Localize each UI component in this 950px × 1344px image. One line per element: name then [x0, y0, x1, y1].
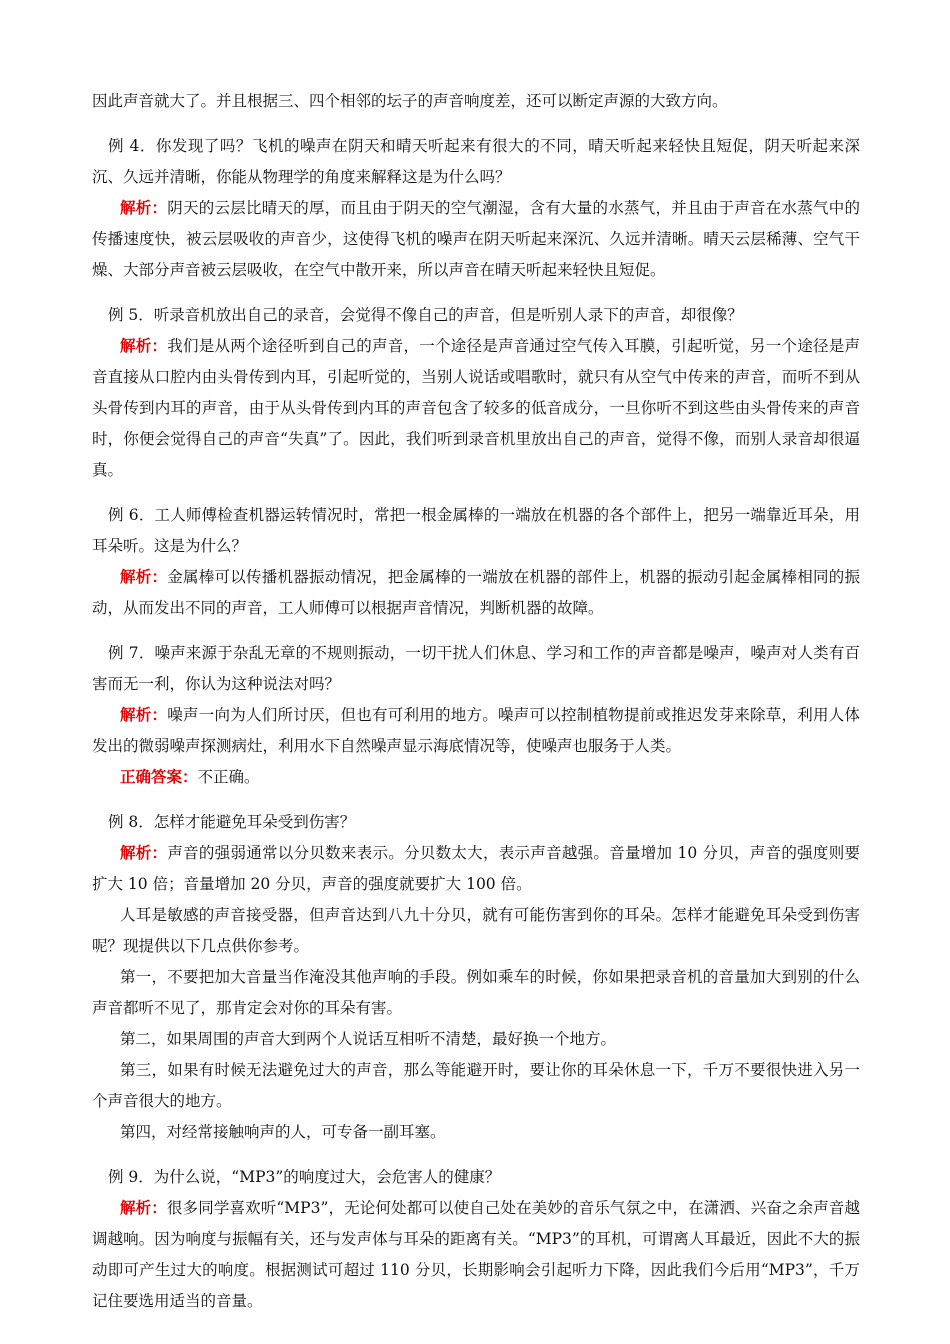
example-8-analysis — [92, 838, 860, 900]
example-9-analysis-text: 很多同学喜欢听“MP3”，无论何处都可以使自己处在美妙的音乐气氛之中，在潇洒、兴奋之余声音越调越响。因为响度与振幅有关，还与发声体与耳朵的距离有关。“MP3”的耳机，可谓离人耳最近，因此不大的振动即可产生过大的响度。根据测试可超过 110 分贝，长期影响会引起听力下降，因此我们今后用“MP3”，千万记住要选用适当的音量。 — [92, 1199, 860, 1310]
example-7-analysis-text: 噪声一向为人们所讨厌，但也有可利用的地方。噪声可以控制植物提前或推迟发芽来除草，利用人体发出的微弱噪声探测病灶，利用水下自然噪声显示海底情况等，使噪声也服务于人类。 — [92, 706, 860, 755]
example-8-analysis-text: 声音的强弱通常以分贝数来表示。分贝数太大，表示声音越强。音量增加 10 分贝，声音的强度则要扩大 10 倍；音量增加 20 分贝，声音的强度就要扩大 100 倍。 — [92, 844, 860, 893]
example-5-analysis-text: 我们是从两个途径听到自己的声音，一个途径是声音通过空气传入耳膜，引起听觉，另一个途径是声音直接从口腔内由头骨传到内耳，引起听觉的，当别人说话或唱歌时，就只有从空气中传来的声音，而听不到从头骨传到内耳的声音，由于从头骨传到内耳的声音包含了较多的低音成分，一旦你听不到这些由头骨传来的声音时，你便会觉得自己的声音“失真”了。因此，我们听到录音机里放出自己的声音，觉得不像，而别人录音却很逼真。 — [92, 337, 860, 479]
analysis-label: 解析： — [120, 706, 168, 724]
analysis-label: 解析： — [120, 199, 168, 217]
example-7-analysis — [92, 700, 860, 762]
example-9-question: 例 9．为什么说，“MP3”的响度过大，会危害人的健康？ — [108, 1168, 501, 1186]
example-6-analysis — [92, 562, 860, 624]
analysis-label: 解析： — [120, 844, 168, 862]
correct-answer-label: 正确答案： — [120, 768, 198, 786]
example-8-paragraph: 第三，如果有时候无法避免过大的声音，那么等能避开时，要让你的耳朵休息一下，千万不要很快进入另一个声音很大的地方。 — [92, 1061, 860, 1110]
example-8-paragraph: 第二，如果周围的声音大到两个人说话互相听不清楚，最好换一个地方。 — [120, 1030, 617, 1048]
example-8-paragraph: 第一，不要把加大音量当作淹没其他声响的手段。例如乘车的时候，你如果把录音机的音量加大到别的什么声音都听不见了，那肯定会对你的耳朵有害。 — [92, 968, 860, 1017]
example-7-answer — [92, 762, 860, 793]
example-9-analysis — [92, 1193, 860, 1317]
example-5-question: 例 5．听录音机放出自己的录音，会觉得不像自己的声音，但是听别人录下的声音，却很像？ — [108, 306, 743, 324]
example-5-analysis — [92, 331, 860, 486]
example-8-question: 例 8．怎样才能避免耳朵受到伤害？ — [108, 813, 356, 831]
example-6-analysis-text: 金属棒可以传播机器振动情况，把金属棒的一端放在机器的部件上，机器的振动引起金属棒相同的振动，从而发出不同的声音，工人师傅可以根据声音情况，判断机器的故障。 — [92, 568, 860, 617]
example-7-question: 例 7．噪声来源于杂乱无章的不规则振动，一切干扰人们休息、学习和工作的声音都是噪声，噪声对人类有百害而无一利，你认为这种说法对吗？ — [92, 644, 860, 693]
example-8-paragraph: 第四，对经常接触响声的人，可专备一副耳塞。 — [120, 1123, 446, 1141]
document-page — [92, 86, 860, 1317]
intro-paragraph: 因此声音就大了。并且根据三、四个相邻的坛子的声音响度差，还可以断定声源的大致方向。 — [92, 92, 728, 110]
example-4-analysis-text: 阴天的云层比晴天的厚，而且由于阴天的空气潮湿，含有大量的水蒸气，并且由于声音在水蒸气中的传播速度快，被云层吸收的声音少，这使得飞机的噪声在阴天听起来深沉、久远并清晰。晴天云层稀薄、空气干燥、大部分声音被云层吸收，在空气中散开来，所以声音在晴天听起来轻快且短促。 — [92, 199, 860, 279]
example-6-question: 例 6．工人师傅检查机器运转情况时，常把一根金属棒的一端放在机器的各个部件上，把另一端靠近耳朵，用耳朵听。这是为什么？ — [92, 506, 860, 555]
analysis-label: 解析： — [120, 568, 168, 586]
analysis-label: 解析： — [120, 337, 168, 355]
example-4-question: 例 4．你发现了吗？飞机的噪声在阴天和晴天听起来有很大的不同，晴天听起来轻快且短促，阴天听起来深沉、久远并清晰，你能从物理学的角度来解释这是为什么吗？ — [92, 137, 860, 186]
example-4-analysis — [92, 193, 860, 286]
example-8-paragraph: 人耳是敏感的声音接受器，但声音达到八九十分贝，就有可能伤害到你的耳朵。怎样才能避免耳朵受到伤害呢？现提供以下几点供你参考。 — [92, 906, 860, 955]
example-7-answer-text: 不正确。 — [197, 768, 260, 786]
analysis-label: 解析： — [120, 1199, 167, 1217]
